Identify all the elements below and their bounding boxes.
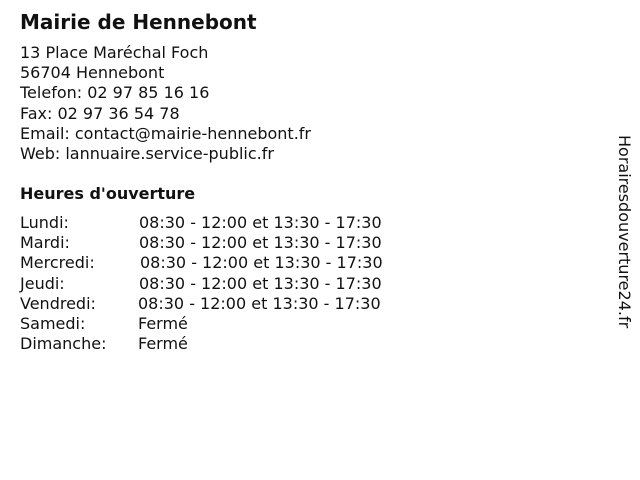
day-label: Mardi: (20, 233, 70, 253)
email-address: Email: contact@mairie-hennebont.fr (20, 123, 311, 143)
contact-block (20, 43, 311, 164)
time-value: 08:30 - 12:00 et 13:30 - 17:30 (140, 253, 383, 273)
day-label: Vendredi: (20, 293, 96, 313)
day-label: Jeudi: (20, 273, 65, 293)
watermark-text: Horairesdouverture24.fr (615, 135, 634, 329)
day-label: Lundi: (20, 213, 69, 232)
time-value: Fermé (138, 334, 188, 354)
phone-number: Telefon: 02 97 85 16 16 (20, 83, 210, 103)
city-postal: 56704 Hennebont (20, 63, 165, 83)
hours-heading: Heures d'ouverture (20, 184, 196, 203)
time-value: 08:30 - 12:00 et 13:30 - 17:30 (138, 293, 381, 313)
business-name: Mairie de Hennebont (20, 10, 257, 34)
day-label: Dimanche: (20, 334, 107, 354)
time-value: 08:30 - 12:00 et 13:30 - 17:30 (139, 233, 382, 253)
street-address: 13 Place Maréchal Foch (20, 43, 209, 62)
time-value: 08:30 - 12:00 et 13:30 - 17:30 (139, 273, 382, 293)
day-label: Samedi: (20, 313, 86, 333)
day-label: Mercredi: (20, 253, 95, 273)
fax-number: Fax: 02 97 36 54 78 (20, 103, 180, 123)
time-value: Fermé (138, 313, 188, 333)
website: Web: lannuaire.service-public.fr (20, 144, 274, 164)
time-value: 08:30 - 12:00 et 13:30 - 17:30 (139, 213, 382, 232)
